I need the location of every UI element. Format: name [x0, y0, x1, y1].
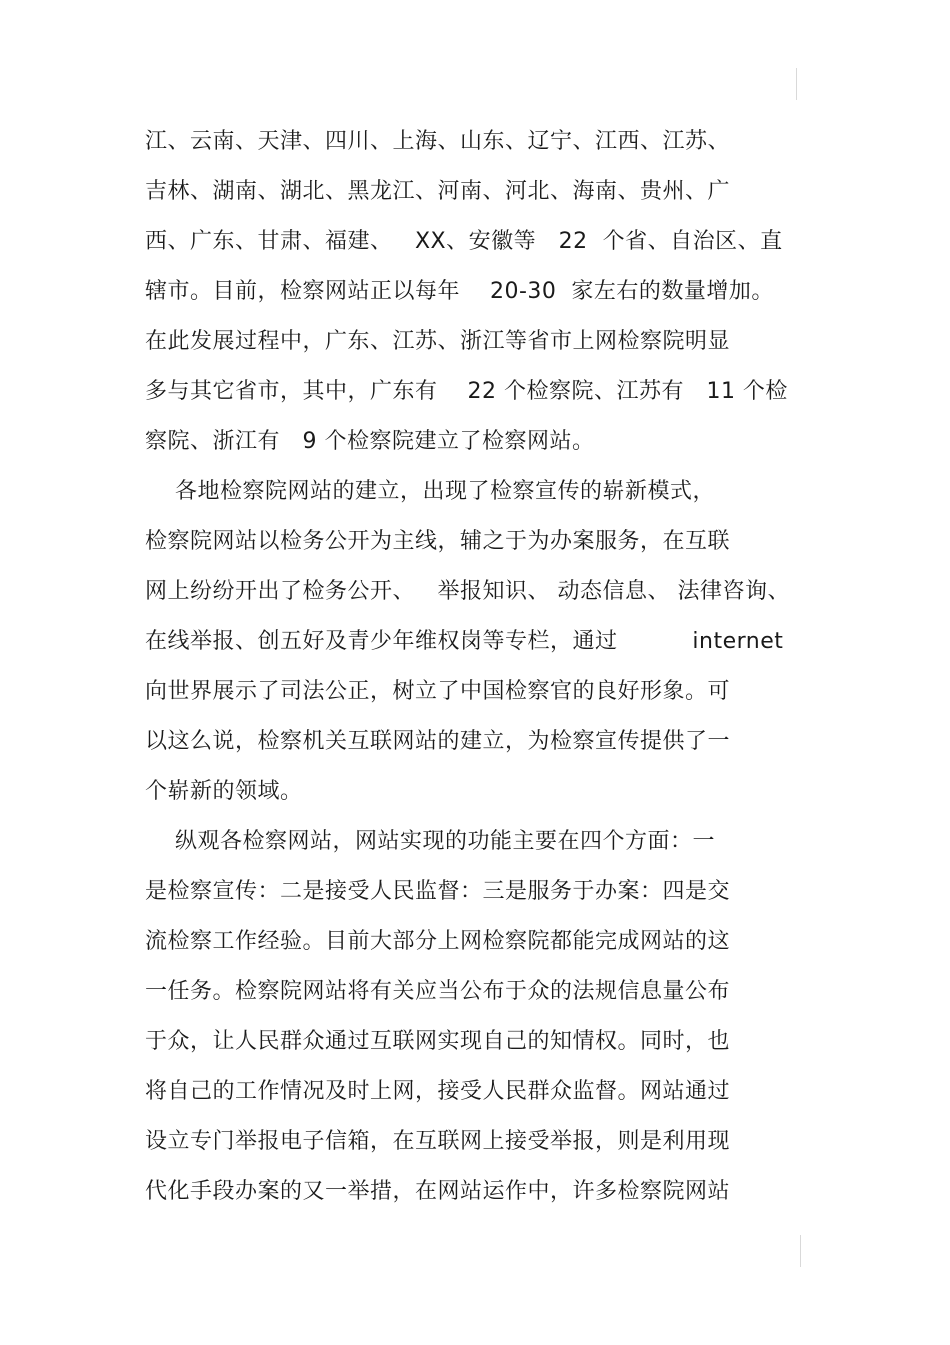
- text-line: 吉林、湖南、湖北、黑龙江、河南、河北、海南、贵州、广: [145, 179, 731, 204]
- page-edge-mark-bottom: [800, 1235, 801, 1267]
- text-line: 察院、浙江有 9 个检察院建立了检察网站。: [145, 429, 595, 454]
- text-line: 于众，让人民群众通过互联网实现自己的知情权。同时，也: [145, 1029, 731, 1054]
- page-edge-mark-top: [796, 68, 797, 100]
- text-line: 检察院网站以检务公开为主线，辅之于为办案服务，在互联: [145, 529, 731, 554]
- text-line: 在此发展过程中，广东、江苏、浙江等省市上网检察院明显: [145, 329, 731, 354]
- text-line: 向世界展示了司法公正，树立了中国检察官的良好形象。可: [145, 679, 731, 704]
- text-line: 西、广东、甘肃、福建、 XX、安徽等 22 个省、自治区、直: [145, 229, 783, 254]
- text-line: 江、云南、天津、四川、上海、山东、辽宁、江西、江苏、: [145, 129, 731, 154]
- text-line: 在线举报、创五好及青少年维权岗等专栏，通过 internet: [145, 629, 784, 654]
- text-line: 一任务。检察院网站将有关应当公布于众的法规信息量公布: [145, 979, 731, 1004]
- text-line: 多与其它省市，其中，广东有 22 个检察院、江苏有 11 个检: [145, 379, 788, 404]
- text-line: 流检察工作经验。目前大部分上网检察院都能完成网站的这: [145, 929, 731, 954]
- text-line: 辖市。目前，检察网站正以每年 20-30 家左右的数量增加。: [145, 279, 774, 304]
- text-line: 将自己的工作情况及时上网，接受人民群众监督。网站通过: [145, 1079, 731, 1104]
- text-line: 是检察宣传：二是接受人民监督：三是服务于办案：四是交: [145, 879, 731, 904]
- text-line: 网上纷纷开出了检务公开、 举报知识、 动态信息、 法律咨询、: [145, 579, 790, 604]
- text-line: 代化手段办案的又一举措，在网站运作中，许多检察院网站: [145, 1179, 731, 1204]
- text-line: 个崭新的领域。: [145, 779, 303, 804]
- text-line: 各地检察院网站的建立，出现了检察宣传的崭新模式，: [145, 479, 715, 504]
- text-line: 纵观各检察网站，网站实现的功能主要在四个方面：一: [145, 829, 715, 854]
- text-line: 设立专门举报电子信箱，在互联网上接受举报，则是利用现: [145, 1129, 731, 1154]
- text-line: 以这么说，检察机关互联网站的建立，为检察宣传提供了一: [145, 729, 731, 754]
